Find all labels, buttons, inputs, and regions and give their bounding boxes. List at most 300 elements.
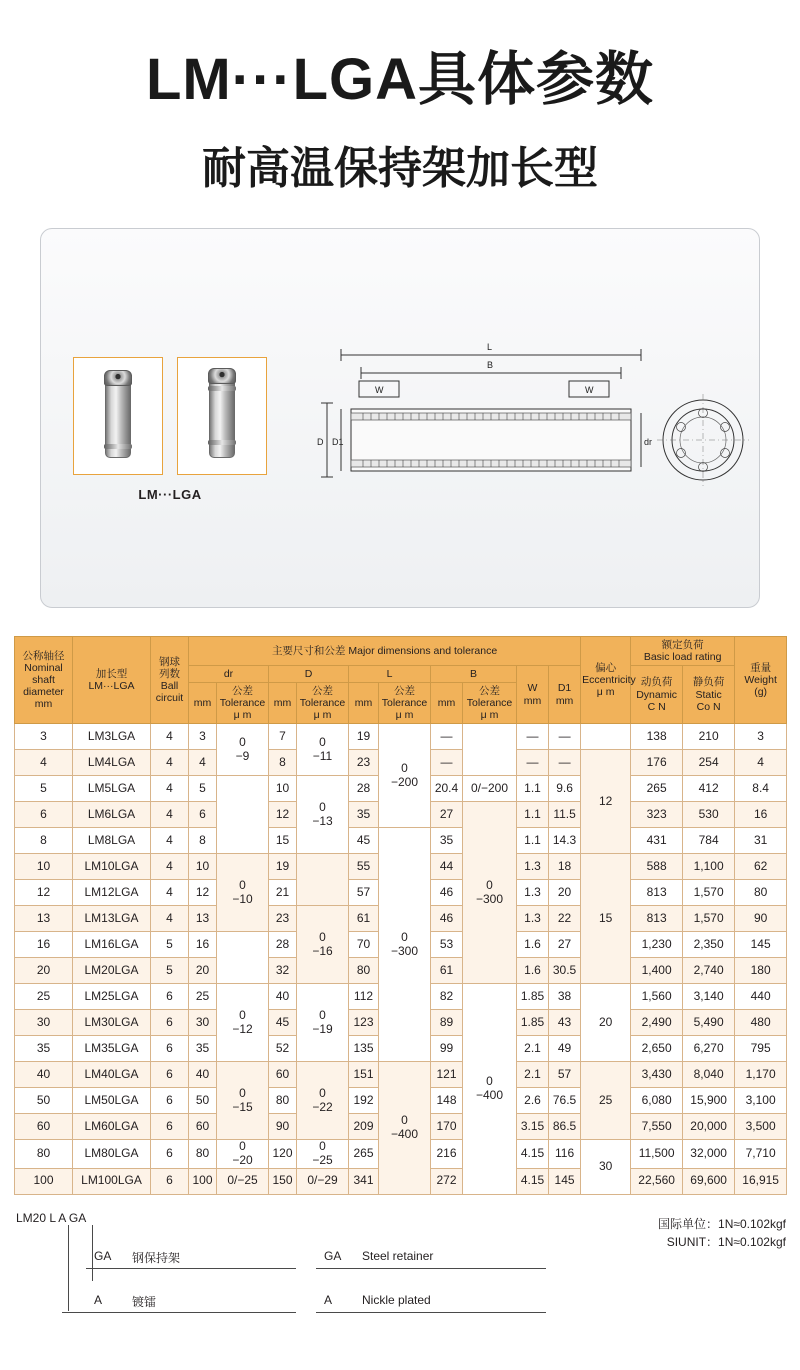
cell-D-tolerance: 0 −11 (297, 724, 349, 776)
cell-nominal: 5 (15, 776, 73, 802)
th-B-mm: mm (431, 682, 463, 723)
legend-value-ga-en: Steel retainer (362, 1248, 434, 1263)
cell-L-tolerance: 0 −400 (379, 1062, 431, 1195)
cell-D1: 76.5 (549, 1088, 581, 1114)
cell-D1: 14.3 (549, 828, 581, 854)
cell-nominal: 12 (15, 880, 73, 906)
cell-D: 45 (269, 1010, 297, 1036)
cell-static-load: 2,740 (683, 958, 735, 984)
cell-dynamic-load: 138 (631, 724, 683, 750)
cell-dynamic-load: 588 (631, 854, 683, 880)
cell-D-tolerance: 0 −16 (297, 906, 349, 984)
cell-W: 1.85 (517, 1010, 549, 1036)
cell-D1: 22 (549, 906, 581, 932)
units-note (658, 1215, 786, 1251)
legend-row-a (76, 1289, 676, 1319)
cell-weight: 180 (735, 958, 787, 984)
cell-ball-circuit: 6 (151, 1168, 189, 1194)
figure-caption: LM···LGA (138, 486, 202, 502)
cell-L: 28 (349, 776, 379, 802)
cell-eccentricity: 12 (581, 750, 631, 854)
th-dr: dr (189, 665, 269, 682)
cell-static-load: 69,600 (683, 1168, 735, 1194)
cell-nominal: 8 (15, 828, 73, 854)
cell-static-load: 1,570 (683, 906, 735, 932)
cell-weight: 440 (735, 984, 787, 1010)
page-title-block (0, 0, 800, 196)
cell-L-tolerance: 0 −200 (379, 724, 431, 828)
page-title: LM···LGA具体参数 (145, 47, 655, 112)
cell-B: 148 (431, 1088, 463, 1114)
table-row (15, 828, 787, 854)
th-major-dimensions: 主要尺寸和公差 Major dimensions and tolerance (189, 636, 581, 665)
cell-nominal: 3 (15, 724, 73, 750)
cell-weight: 90 (735, 906, 787, 932)
cell-dr-tolerance: 0 −9 (217, 724, 269, 776)
cell-weight: 3,500 (735, 1114, 787, 1140)
cell-model: LM80LGA (73, 1140, 151, 1169)
cell-nominal: 4 (15, 750, 73, 776)
cell-B: 44 (431, 854, 463, 880)
cell-nominal: 30 (15, 1010, 73, 1036)
cell-D1: 11.5 (549, 802, 581, 828)
cell-ball-circuit: 4 (151, 802, 189, 828)
th-ball-circuit: 钢球 列数 Ball circuit (151, 636, 189, 723)
cell-model: LM20LGA (73, 958, 151, 984)
cell-weight: 795 (735, 1036, 787, 1062)
cell-dr: 5 (189, 776, 217, 802)
th-weight: 重量 Weight (g) (735, 636, 787, 723)
cell-dynamic-load: 431 (631, 828, 683, 854)
cell-D-tolerance: 0 −19 (297, 984, 349, 1062)
svg-text:D1: D1 (332, 436, 344, 447)
th-dynamic: 动负荷 Dynamic C N (631, 665, 683, 723)
cell-eccentricity (581, 724, 631, 750)
cell-D1: 116 (549, 1140, 581, 1169)
footer (16, 1211, 786, 1321)
cell-nominal: 40 (15, 1062, 73, 1088)
th-dr-tol: 公差 Tolerance μ m (217, 682, 269, 723)
cell-model: LM35LGA (73, 1036, 151, 1062)
cell-ball-circuit: 6 (151, 1140, 189, 1169)
cell-static-load: 20,000 (683, 1114, 735, 1140)
bearing-photo-icon (81, 366, 155, 466)
cell-ball-circuit: 4 (151, 750, 189, 776)
cell-B: 35 (431, 828, 463, 854)
cell-B: 272 (431, 1168, 463, 1194)
cell-dynamic-load: 6,080 (631, 1088, 683, 1114)
cell-model: LM60LGA (73, 1114, 151, 1140)
cell-dynamic-load: 1,560 (631, 984, 683, 1010)
cell-W: 2.6 (517, 1088, 549, 1114)
cell-D: 120 (269, 1140, 297, 1169)
cell-model: LM30LGA (73, 1010, 151, 1036)
legend (76, 1245, 676, 1319)
cell-model: LM6LGA (73, 802, 151, 828)
cell-nominal: 13 (15, 906, 73, 932)
units-note-en: SIUNIT：1N≈0.102kgf (666, 1234, 786, 1249)
cell-D1: — (549, 724, 581, 750)
cell-L: 341 (349, 1168, 379, 1194)
cell-D1: 30.5 (549, 958, 581, 984)
cell-D-tolerance: 0 −25 (297, 1140, 349, 1169)
cell-L: 123 (349, 1010, 379, 1036)
cell-W: 4.15 (517, 1140, 549, 1169)
th-L-mm: mm (349, 682, 379, 723)
cell-ball-circuit: 6 (151, 1114, 189, 1140)
spec-table-body (15, 724, 787, 1195)
cell-W: — (517, 750, 549, 776)
cell-weight: 16,915 (735, 1168, 787, 1194)
cell-D: 52 (269, 1036, 297, 1062)
spec-table (14, 636, 787, 1195)
th-nominal: 公称轴径 Nominal shaft diameter mm (15, 636, 73, 723)
cell-ball-circuit: 4 (151, 854, 189, 880)
svg-text:dr: dr (644, 436, 653, 447)
cell-dynamic-load: 265 (631, 776, 683, 802)
cell-B: 27 (431, 802, 463, 828)
legend-value-a-cn: 镀镭 (132, 1294, 157, 1309)
cell-dynamic-load: 1,230 (631, 932, 683, 958)
cell-D: 8 (269, 750, 297, 776)
cell-B: 99 (431, 1036, 463, 1062)
th-model: 加长型 LM···LGA (73, 636, 151, 723)
cell-ball-circuit: 5 (151, 932, 189, 958)
cell-D1: 27 (549, 932, 581, 958)
cell-dynamic-load: 3,430 (631, 1062, 683, 1088)
bearing-photo-icon-2 (185, 366, 259, 466)
cell-nominal: 50 (15, 1088, 73, 1114)
cell-L: 23 (349, 750, 379, 776)
cell-model: LM100LGA (73, 1168, 151, 1194)
cell-W: 1.6 (517, 932, 549, 958)
cell-B-tolerance: 0 −400 (463, 984, 517, 1195)
cell-D: 40 (269, 984, 297, 1010)
cell-D1: 18 (549, 854, 581, 880)
th-dr-mm: mm (189, 682, 217, 723)
cell-W: — (517, 724, 549, 750)
cell-eccentricity: 30 (581, 1140, 631, 1195)
cell-dr-tolerance: 0 −12 (217, 984, 269, 1062)
th-B: B (431, 665, 517, 682)
cell-D-tolerance (297, 854, 349, 906)
cell-B: 216 (431, 1140, 463, 1169)
cell-D-tolerance: 0 −22 (297, 1062, 349, 1140)
cell-ball-circuit: 5 (151, 958, 189, 984)
cell-dr: 12 (189, 880, 217, 906)
cell-D-tolerance: 0 −13 (297, 776, 349, 854)
cell-L: 57 (349, 880, 379, 906)
cell-B-tolerance: 0/−200 (463, 776, 517, 802)
page-subtitle: 耐高温保持架加长型 (202, 143, 598, 193)
cell-ball-circuit: 4 (151, 906, 189, 932)
cell-D1: 38 (549, 984, 581, 1010)
cell-nominal: 25 (15, 984, 73, 1010)
cell-B: 20.4 (431, 776, 463, 802)
cell-B: 61 (431, 958, 463, 984)
table-row (15, 1062, 787, 1088)
cell-static-load: 6,270 (683, 1036, 735, 1062)
cell-L: 45 (349, 828, 379, 854)
cell-model: LM5LGA (73, 776, 151, 802)
svg-text:W: W (585, 384, 594, 395)
cell-W: 2.1 (517, 1062, 549, 1088)
cell-weight: 1,170 (735, 1062, 787, 1088)
cell-weight: 80 (735, 880, 787, 906)
cell-dynamic-load: 11,500 (631, 1140, 683, 1169)
cell-L: 265 (349, 1140, 379, 1169)
legend-key-ga-en: GA (324, 1248, 342, 1263)
cell-model: LM25LGA (73, 984, 151, 1010)
cell-L: 70 (349, 932, 379, 958)
cell-D1: 57 (549, 1062, 581, 1088)
cell-D: 7 (269, 724, 297, 750)
cell-static-load: 530 (683, 802, 735, 828)
cell-dr: 16 (189, 932, 217, 958)
cell-weight: 7,710 (735, 1140, 787, 1169)
cell-ball-circuit: 6 (151, 1010, 189, 1036)
th-eccentricity: 偏心 Eccentricity μ m (581, 636, 631, 723)
cell-L: 80 (349, 958, 379, 984)
cell-dr: 20 (189, 958, 217, 984)
cell-B: 53 (431, 932, 463, 958)
legend-value-a-en: Nickle plated (362, 1292, 431, 1307)
cell-model: LM4LGA (73, 750, 151, 776)
cell-weight: 3 (735, 724, 787, 750)
cell-D: 60 (269, 1062, 297, 1088)
cell-dr-tolerance: 0 −10 (217, 854, 269, 932)
cell-dr-tolerance: 0/−25 (217, 1168, 269, 1194)
cell-W: 1.3 (517, 854, 549, 880)
cell-W: 1.1 (517, 802, 549, 828)
cell-dr: 25 (189, 984, 217, 1010)
cell-nominal: 100 (15, 1168, 73, 1194)
cell-model: LM12LGA (73, 880, 151, 906)
cell-model: LM3LGA (73, 724, 151, 750)
cell-weight: 16 (735, 802, 787, 828)
cell-static-load: 210 (683, 724, 735, 750)
table-row (15, 724, 787, 750)
th-D1: D1 mm (549, 665, 581, 723)
th-D-mm: mm (269, 682, 297, 723)
cell-D1: 9.6 (549, 776, 581, 802)
cell-nominal: 60 (15, 1114, 73, 1140)
cell-W: 1.3 (517, 880, 549, 906)
svg-text:W: W (375, 384, 384, 395)
cell-D: 21 (269, 880, 297, 906)
legend-row-ga (76, 1245, 676, 1275)
cell-static-load: 2,350 (683, 932, 735, 958)
cell-W: 1.1 (517, 776, 549, 802)
cell-D: 23 (269, 906, 297, 932)
cell-L: 19 (349, 724, 379, 750)
cell-static-load: 1,570 (683, 880, 735, 906)
cell-dr: 30 (189, 1010, 217, 1036)
product-photo-2 (177, 357, 267, 475)
cell-L-tolerance: 0 −300 (379, 828, 431, 1062)
cell-weight: 8.4 (735, 776, 787, 802)
cell-dr-tolerance: 0 −20 (217, 1140, 269, 1169)
cell-D: 12 (269, 802, 297, 828)
cell-D: 15 (269, 828, 297, 854)
cell-D1: 49 (549, 1036, 581, 1062)
cell-ball-circuit: 6 (151, 984, 189, 1010)
cell-D1: 20 (549, 880, 581, 906)
cell-nominal: 20 (15, 958, 73, 984)
cell-B: 82 (431, 984, 463, 1010)
cell-D: 10 (269, 776, 297, 802)
cell-dynamic-load: 1,400 (631, 958, 683, 984)
cell-model: LM50LGA (73, 1088, 151, 1114)
cell-ball-circuit: 4 (151, 828, 189, 854)
cell-dynamic-load: 2,650 (631, 1036, 683, 1062)
cell-B: 170 (431, 1114, 463, 1140)
cell-W: 4.15 (517, 1168, 549, 1194)
cell-dr: 13 (189, 906, 217, 932)
svg-text:D: D (317, 436, 324, 447)
cell-nominal: 35 (15, 1036, 73, 1062)
cell-dynamic-load: 2,490 (631, 1010, 683, 1036)
cell-ball-circuit: 6 (151, 1036, 189, 1062)
technical-drawing (311, 339, 751, 519)
model-code: LM20 L A GA (16, 1210, 87, 1225)
cell-D: 150 (269, 1168, 297, 1194)
th-static: 静负荷 Static Co N (683, 665, 735, 723)
th-load-rating: 额定负荷 Basic load rating (631, 636, 735, 665)
cell-D1: — (549, 750, 581, 776)
cell-L: 192 (349, 1088, 379, 1114)
cell-W: 2.1 (517, 1036, 549, 1062)
cell-L: 151 (349, 1062, 379, 1088)
cell-dr: 100 (189, 1168, 217, 1194)
cell-D: 32 (269, 958, 297, 984)
legend-key-a-cn: A (94, 1292, 103, 1307)
th-D: D (269, 665, 349, 682)
cell-L: 55 (349, 854, 379, 880)
cell-B: 121 (431, 1062, 463, 1088)
cell-L: 35 (349, 802, 379, 828)
cell-dr: 50 (189, 1088, 217, 1114)
cell-W: 1.6 (517, 958, 549, 984)
cell-W: 1.85 (517, 984, 549, 1010)
cell-eccentricity: 15 (581, 854, 631, 984)
cell-D: 80 (269, 1088, 297, 1114)
cell-dr: 10 (189, 854, 217, 880)
cell-dr-tolerance: 0 −15 (217, 1062, 269, 1140)
units-note-cn: 国际单位：1N≈0.102kgf (658, 1216, 786, 1231)
cell-dr: 8 (189, 828, 217, 854)
figure-panel (40, 228, 760, 608)
cell-dynamic-load: 323 (631, 802, 683, 828)
spec-table-wrap (14, 636, 786, 1195)
legend-key-ga-cn: GA (94, 1248, 112, 1263)
cell-weight: 3,100 (735, 1088, 787, 1114)
cell-D1: 86.5 (549, 1114, 581, 1140)
th-W: W mm (517, 665, 549, 723)
cell-B: — (431, 750, 463, 776)
legend-key-a-en: A (324, 1292, 333, 1307)
cell-D1: 145 (549, 1168, 581, 1194)
cell-D: 90 (269, 1114, 297, 1140)
cell-dynamic-load: 7,550 (631, 1114, 683, 1140)
cell-B: 89 (431, 1010, 463, 1036)
cell-B-tolerance (463, 724, 517, 776)
product-photo-1 (73, 357, 163, 475)
cell-model: LM16LGA (73, 932, 151, 958)
cell-nominal: 80 (15, 1140, 73, 1169)
cell-static-load: 254 (683, 750, 735, 776)
cell-dr: 3 (189, 724, 217, 750)
cell-weight: 31 (735, 828, 787, 854)
cell-static-load: 784 (683, 828, 735, 854)
cell-D1: 43 (549, 1010, 581, 1036)
cell-dr: 40 (189, 1062, 217, 1088)
cell-eccentricity: 20 (581, 984, 631, 1062)
cell-ball-circuit: 6 (151, 1088, 189, 1114)
cell-static-load: 15,900 (683, 1088, 735, 1114)
cell-weight: 480 (735, 1010, 787, 1036)
cell-static-load: 3,140 (683, 984, 735, 1010)
cell-L: 135 (349, 1036, 379, 1062)
svg-text:L: L (487, 341, 493, 352)
cell-ball-circuit: 4 (151, 776, 189, 802)
cell-dr-tolerance (217, 776, 269, 854)
cell-D: 28 (269, 932, 297, 958)
cell-dynamic-load: 22,560 (631, 1168, 683, 1194)
cell-weight: 4 (735, 750, 787, 776)
cell-dr: 35 (189, 1036, 217, 1062)
legend-value-ga-cn: 钢保持架 (132, 1250, 181, 1265)
cell-W: 1.3 (517, 906, 549, 932)
cell-dr: 4 (189, 750, 217, 776)
cell-model: LM13LGA (73, 906, 151, 932)
cell-ball-circuit: 4 (151, 880, 189, 906)
cell-static-load: 32,000 (683, 1140, 735, 1169)
th-L: L (349, 665, 431, 682)
cell-static-load: 5,490 (683, 1010, 735, 1036)
cell-model: LM40LGA (73, 1062, 151, 1088)
th-L-tol: 公差 Tolerance μ m (379, 682, 431, 723)
cell-static-load: 8,040 (683, 1062, 735, 1088)
cell-dr-tolerance (217, 932, 269, 984)
cell-weight: 145 (735, 932, 787, 958)
cell-L: 209 (349, 1114, 379, 1140)
cell-dr: 80 (189, 1140, 217, 1169)
cell-static-load: 1,100 (683, 854, 735, 880)
leader-line-vertical-2 (68, 1225, 69, 1311)
cell-L: 61 (349, 906, 379, 932)
cell-model: LM8LGA (73, 828, 151, 854)
cell-static-load: 412 (683, 776, 735, 802)
cell-W: 1.1 (517, 828, 549, 854)
cell-dr: 6 (189, 802, 217, 828)
cell-B-tolerance: 0 −300 (463, 802, 517, 984)
th-D-tol: 公差 Tolerance μ m (297, 682, 349, 723)
th-B-tol: 公差 Tolerance μ m (463, 682, 517, 723)
cell-W: 3.15 (517, 1114, 549, 1140)
cell-dynamic-load: 176 (631, 750, 683, 776)
cell-nominal: 10 (15, 854, 73, 880)
cell-dynamic-load: 813 (631, 880, 683, 906)
cell-dr: 60 (189, 1114, 217, 1140)
cell-ball-circuit: 4 (151, 724, 189, 750)
svg-text:B: B (487, 359, 494, 370)
cell-dynamic-load: 813 (631, 906, 683, 932)
cell-D: 19 (269, 854, 297, 880)
cell-weight: 62 (735, 854, 787, 880)
cell-B: — (431, 724, 463, 750)
cell-model: LM10LGA (73, 854, 151, 880)
